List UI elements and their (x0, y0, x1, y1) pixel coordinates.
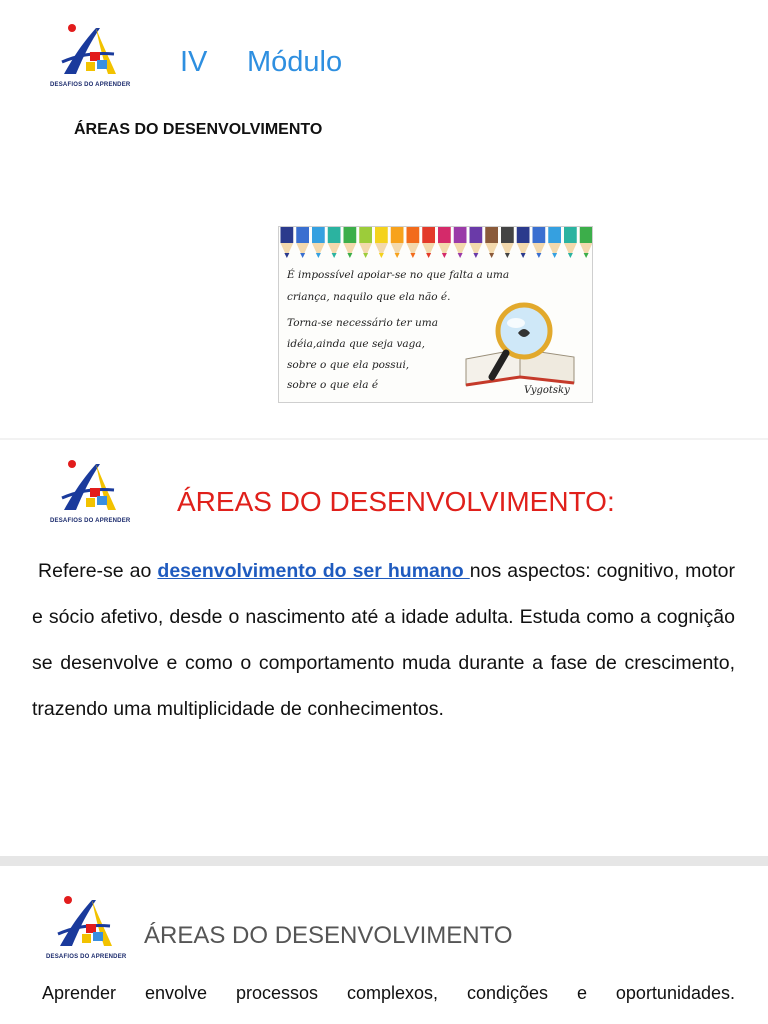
quote-line: idéia,ainda que seja vaga, (287, 338, 425, 350)
pencil-tip (363, 253, 368, 258)
body-prefix: Refere-se ao (38, 560, 158, 582)
pencil-body (517, 227, 530, 243)
pencil-tip (347, 253, 352, 258)
book-magnifier-illustration (462, 297, 582, 387)
pencil-tip (473, 253, 478, 258)
pencil-body (533, 227, 546, 243)
pencil-tip (426, 253, 431, 258)
pencil-body (281, 227, 294, 243)
logo-caption: DESAFIOS DO APRENDER (50, 82, 131, 88)
slide-3 (0, 866, 768, 1024)
section-subtitle: ÁREAS DO DESENVOLVIMENTO (74, 121, 323, 138)
pencil-tip (379, 253, 384, 258)
pencil-body (296, 227, 309, 243)
quote-line: sobre o que ela é (287, 379, 379, 391)
pencil-tip (536, 253, 541, 258)
pencil-body (580, 227, 593, 243)
module-title: Módulo (247, 46, 343, 78)
pencil-body (407, 227, 420, 243)
pencil-tip (505, 253, 510, 258)
pencil-body (564, 227, 577, 243)
pencil-tip (489, 253, 494, 258)
pencil-body (344, 227, 357, 243)
pencil-body (312, 227, 325, 243)
pencil-body (485, 227, 498, 243)
module-number: IV (180, 46, 208, 78)
pencil-body (328, 227, 341, 243)
logo-icon (58, 458, 120, 516)
pencil-tip (395, 253, 400, 258)
pencil-tip (300, 253, 305, 258)
pencil-body (470, 227, 483, 243)
pencil-tip (284, 253, 289, 258)
slide-body (32, 548, 735, 732)
pencil-body (375, 227, 388, 243)
logo (46, 894, 127, 960)
logo (50, 458, 131, 524)
pencil-body (454, 227, 467, 243)
quote-line: É impossível apoiar-se no que falta a uma (287, 269, 510, 281)
slide-1 (0, 0, 768, 438)
pencil-body (391, 227, 404, 243)
pencil-tip (458, 253, 463, 258)
logo-icon (58, 22, 120, 80)
quote-card (278, 226, 593, 403)
pencil-body (501, 227, 514, 243)
logo (50, 22, 131, 88)
pencil-tip (410, 253, 415, 258)
slide-body: Aprender envolve processos complexos, condições e oportunidades. (42, 983, 735, 1003)
logo-caption: DESAFIOS DO APRENDER (50, 518, 131, 524)
pencil-tip (552, 253, 557, 258)
pencil-body (359, 227, 372, 243)
quote-line: sobre o que ela possui, (287, 359, 410, 371)
logo-caption: DESAFIOS DO APRENDER (46, 954, 127, 960)
pencil-body (422, 227, 435, 243)
pencil-body (548, 227, 561, 243)
pencil-tip (521, 253, 526, 258)
slide-title: ÁREAS DO DESENVOLVIMENTO: (177, 486, 615, 517)
human-development-link[interactable]: desenvolvimento do ser humano (157, 560, 470, 582)
pencil-tip (332, 253, 337, 258)
slide-2 (0, 440, 768, 856)
logo-icon (54, 894, 116, 952)
quote-line: criança, naquilo que ela não é. (287, 291, 451, 303)
quote-line: Torna-se necessário ter uma (287, 317, 438, 329)
pencil-body (438, 227, 451, 243)
pencil-tip (316, 253, 321, 258)
slide-separator (0, 856, 768, 866)
body-text: nos aspectos: cognitivo, motor e sócio afetivo, desde o nascimento até a idade adulta. Estuda como a cognição se desenvolve e como o comportamento muda durante a fase de crescimento, trazendo uma multiplicidade de conhecimentos. (32, 560, 735, 720)
pencil-tip (584, 253, 589, 258)
pencil-tip (442, 253, 447, 258)
colored-pencils-border (279, 227, 593, 267)
pencil-tip (568, 253, 573, 258)
slide-title: ÁREAS DO DESENVOLVIMENTO (144, 922, 513, 949)
quote-author: Vygotsky (524, 385, 570, 396)
